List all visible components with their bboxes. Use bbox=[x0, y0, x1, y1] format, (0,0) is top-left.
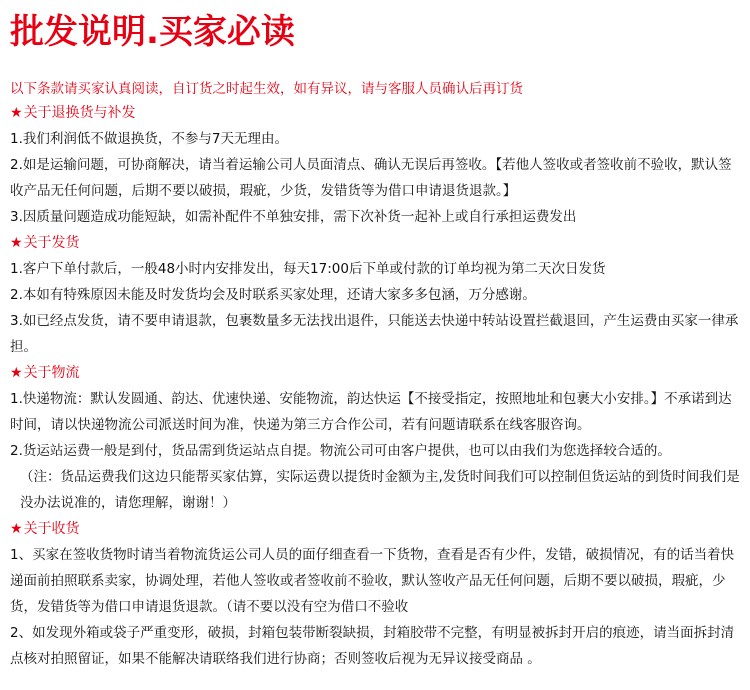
star-icon: ★ bbox=[10, 235, 23, 251]
section-heading-label: 关于物流 bbox=[23, 365, 80, 381]
notice-text: 以下条款请买家认真阅读，自订货之时起生效，如有异议，请与客服人员确认后再订货 bbox=[10, 81, 523, 97]
star-icon: ★ bbox=[10, 365, 23, 381]
section-shipping bbox=[10, 230, 740, 360]
paragraph: 2、如发现外箱或袋子严重变形，破损，封箱包装带断裂缺损，封箱胶带不完整，有明显被拆封开启的痕迹，请当面拆封清点核对拍照留证，如果不能解决请联络我们进行协商；否则签收后视为无异议接受商品 。 bbox=[10, 625, 735, 667]
section-returns bbox=[10, 100, 740, 230]
section-heading bbox=[10, 516, 740, 542]
section-heading-label: 关于发货 bbox=[23, 235, 80, 251]
paragraph: 3.如已经点发货，请不要申请退款，包裹数量多无法找出退件，只能送去快递中转站设置拦截退回，产生运费由买家一律承担。 bbox=[10, 313, 739, 355]
paragraph: 3.因质量问题造成功能短缺，如需补配件不单独安排，需下次补货一起补上或自行承担运费发出 bbox=[10, 209, 577, 225]
star-icon: ★ bbox=[10, 105, 23, 121]
paragraph: 1、买家在签收货物时请当着物流货运公司人员的面仔细查看一下货物，查看是否有少件，发错，破损情况，有的话当着快递面前拍照联系卖家，协调处理，若他人签收或者签收前不验收，默认签收产品无任何问题，后期不要以破损，瑕疵，少货，发错货等为借口申请退货退款。（请不要以没有空为借口不验收 bbox=[10, 547, 735, 615]
section-heading bbox=[10, 360, 740, 386]
paragraph: 1.我们利润低不做退换货，不参与7天无理由。 bbox=[10, 131, 288, 147]
section-heading-label: 关于退换货与补发 bbox=[23, 105, 136, 121]
paragraph: 2.本如有特殊原因未能及时发货均会及时联系买家处理，还请大家多多包涵，万分感谢。 bbox=[10, 287, 536, 303]
section-heading bbox=[10, 230, 740, 256]
paragraph-note: （注：货品运费我们这边只能帮买家估算，实际运费以提货时金额为主,发货时间我们可以控制但货运站的到货时间我们是没办法说准的，请您理解，谢谢！） bbox=[20, 469, 740, 511]
star-icon: ★ bbox=[10, 521, 23, 537]
paragraph: 1.客户下单付款后，一般48小时内安排发出，每天17:00后下单或付款的订单均视为第二天次日发货 bbox=[10, 261, 606, 277]
paragraph: 1.快递物流：默认发圆通、韵达、优速快递、安能物流，韵达快运【不接受指定，按照地址和包裹大小安排。】不承诺到达时间，请以快递物流公司派送时间为准，快递为第三方合作公司，若有问题请联系在线客服咨询。 bbox=[10, 391, 732, 433]
paragraph: 2.货运站运费一般是到付，货品需到货运站点自提。物流公司可由客户提供，也可以由我们为您选择较合适的。 bbox=[10, 443, 671, 459]
paragraph: 2.如是运输问题，可协商解决，请当着运输公司人员面清点、确认无误后再签收。【若他人签收或者签收前不验收，默认签收产品无任何问题，后期不要以破损，瑕疵，少货，发错货等为借口申请退货退款。】 bbox=[10, 157, 732, 199]
section-logistics bbox=[10, 360, 740, 516]
section-heading bbox=[10, 100, 740, 126]
section-receiving bbox=[10, 516, 740, 672]
section-heading-label: 关于收货 bbox=[23, 521, 80, 537]
page-title: 批发说明.买家必读 bbox=[10, 12, 295, 52]
